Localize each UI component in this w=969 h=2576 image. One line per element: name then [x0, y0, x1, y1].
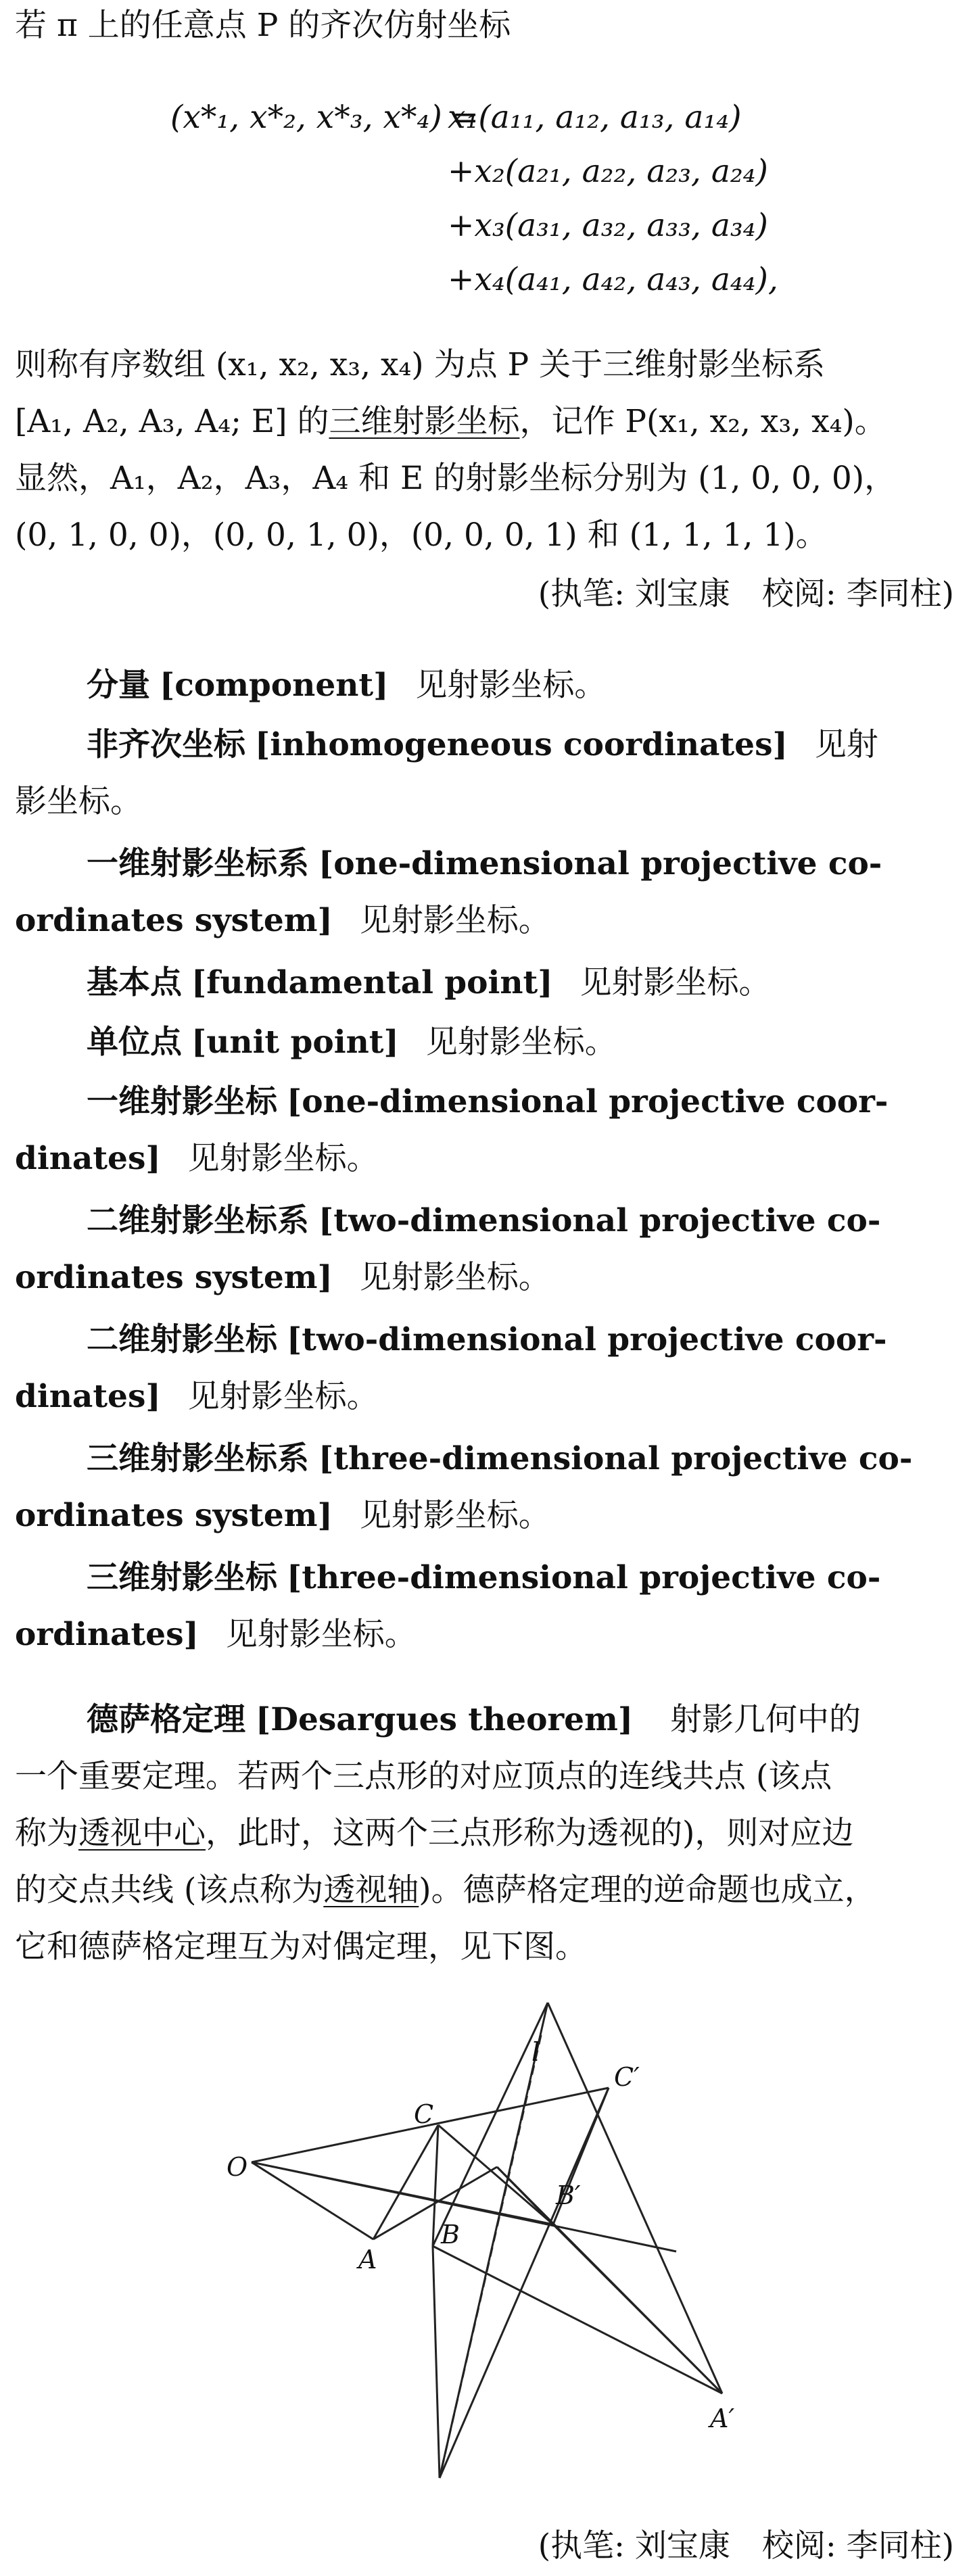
entry-see-reference[interactable]: 见射影坐标。 [359, 902, 550, 939]
entry-english-cont: dinates] [15, 1378, 161, 1415]
desargues-line-4-start: 的交点共线 (该点称为 [15, 1871, 324, 1909]
entry-headword: 一维射影坐标 [87, 1083, 277, 1120]
edge-top-to-c [433, 2003, 548, 2246]
equation-lhs: (x*₁, x*₂, x*₃, x*₄) = [170, 99, 479, 136]
entry-english: [fundamental point] [191, 964, 553, 1001]
entry-english: [one-dimensional projective co- [318, 845, 882, 882]
label-b: B [441, 2220, 460, 2249]
entry-headword: 二维射影坐标系 [87, 1202, 309, 1239]
entry-english-cont: ordinates system] [15, 1259, 333, 1296]
edge-a-c [373, 2125, 438, 2239]
label-c-prime: C′ [614, 2062, 640, 2092]
entry-see-reference[interactable]: 见射影坐标。 [225, 1616, 417, 1653]
entry-english-cont: ordinates system] [15, 902, 333, 939]
entry-english-cont: dinates] [15, 1140, 161, 1177]
desargues-line-3-start: 称为 [15, 1815, 78, 1852]
term-perspective-center[interactable]: 透视中心 [78, 1815, 206, 1852]
desargues-line-5: 它和德萨格定理互为对偶定理，见下图。 [15, 1928, 587, 1965]
entry-english: [two-dimensional projective coor- [287, 1321, 887, 1358]
entry-english: [two-dimensional projective co- [318, 1202, 881, 1239]
entry-see-reference[interactable]: 见射影坐标。 [187, 1140, 379, 1177]
entry-english: [three-dimensional projective co- [287, 1559, 881, 1596]
desargues-english: [Desargues theorem] [255, 1701, 634, 1738]
entry-english: [inhomogeneous coordinates] [255, 726, 788, 763]
entry-headword: 三维射影坐标系 [87, 1440, 309, 1477]
entry-see-reference[interactable]: 影坐标。 [15, 783, 142, 820]
label-o: O [227, 2152, 248, 2182]
desargues-line-2: 一个重要定理。若两个三点形的对应顶点的连线共点 (该点 [15, 1758, 832, 1795]
def-line-2-start: [A₁, A₂, A₃, A₄; E] 的 [15, 403, 329, 440]
entry-english: [one-dimensional projective coor- [287, 1083, 889, 1120]
label-l: l [531, 2037, 540, 2067]
desargues-line-4-end: )。德萨格定理的逆命题也成立， [419, 1871, 876, 1909]
label-b-prime: B′ [556, 2180, 581, 2210]
desargues-line-3-end: ，此时，这两个三点形称为透视的)，则对应边 [206, 1815, 854, 1852]
def-line-3: 显然，A₁，A₂，A₃，A₄ 和 E 的射影坐标分别为 (1, 0, 0, 0)， [15, 460, 897, 497]
edge-c-prime-bottom [440, 2088, 609, 2478]
entry-headword: 基本点 [87, 964, 182, 1001]
entry-english-cont: ordinates] [15, 1616, 199, 1653]
equation-row-2: +x₂(a₂₁, a₂₂, a₂₃, a₂₄) [448, 153, 768, 190]
edge-b-bottom [433, 2246, 440, 2478]
entry-see-reference[interactable]: 见射影坐标。 [187, 1378, 379, 1415]
entry-see-reference[interactable]: 见射影坐标。 [359, 1497, 550, 1534]
def-line-4: (0, 1, 0, 0)，(0, 0, 1, 0)，(0, 0, 0, 1) 和 (1, 1, 1, 1)。 [15, 517, 828, 554]
label-a-prime: A′ [710, 2404, 735, 2433]
entry-headword: 一维射影坐标系 [87, 845, 309, 882]
entry-headword: 三维射影坐标 [87, 1559, 277, 1596]
entry-english: [three-dimensional projective co- [318, 1440, 913, 1477]
label-c: C [414, 2099, 434, 2129]
figure-lines [252, 2003, 722, 2478]
line-o-b-prime [252, 2162, 553, 2224]
entry-headword: 非齐次坐标 [87, 726, 245, 763]
equation-row-4: +x₄(a₄₁, a₄₂, a₄₃, a₄₄), [448, 261, 778, 298]
figure-labels [227, 2037, 734, 2433]
credit-2: (执笔: 刘宝康 校阅: 李同柱) [538, 2527, 954, 2565]
def-line-1: 则称有序数组 (x₁, x₂, x₃, x₄) 为点 P 关于三维射影坐标系 [15, 346, 826, 383]
entry-see-reference[interactable]: 见射影坐标。 [580, 964, 771, 1001]
desargues-line-1-tail: 射影几何中的 [670, 1701, 861, 1738]
edge-c-b [433, 2125, 438, 2246]
def-line-2-end: ，记作 P(x₁, x₂, x₃, x₄)。 [519, 403, 887, 440]
entry-headword: 二维射影坐标 [87, 1321, 277, 1358]
equation-row-1: x₁(a₁₁, a₁₂, a₁₃, a₁₄) [448, 99, 742, 136]
term-3d-projective-coords[interactable]: 三维射影坐标 [329, 403, 520, 440]
label-a: A [358, 2245, 377, 2274]
edge-c-b-prime [438, 2125, 553, 2224]
credit-1: (执笔: 刘宝康 校阅: 李同柱) [538, 575, 954, 613]
entry-headword: 分量 [87, 667, 150, 704]
entry-english-cont: ordinates system] [15, 1497, 333, 1534]
entry-headword: 单位点 [87, 1024, 182, 1061]
equation-row-3: +x₃(a₃₁, a₃₂, a₃₃, a₃₄) [448, 207, 768, 244]
entry-english: [unit point] [191, 1024, 399, 1061]
intro-line: 若 π 上的任意点 P 的齐次仿射坐标 [15, 7, 511, 44]
entry-see-reference[interactable]: 见射影坐标。 [359, 1259, 550, 1296]
entry-see-reference[interactable]: 见射影坐标。 [415, 667, 607, 704]
entry-see-reference[interactable]: 见射影坐标。 [425, 1024, 617, 1061]
entry-see-reference[interactable]: 见射 [814, 726, 878, 763]
term-perspective-axis[interactable]: 透视轴 [323, 1871, 419, 1909]
entry-english: [component] [160, 667, 389, 704]
desargues-headword: 德萨格定理 [87, 1701, 245, 1738]
